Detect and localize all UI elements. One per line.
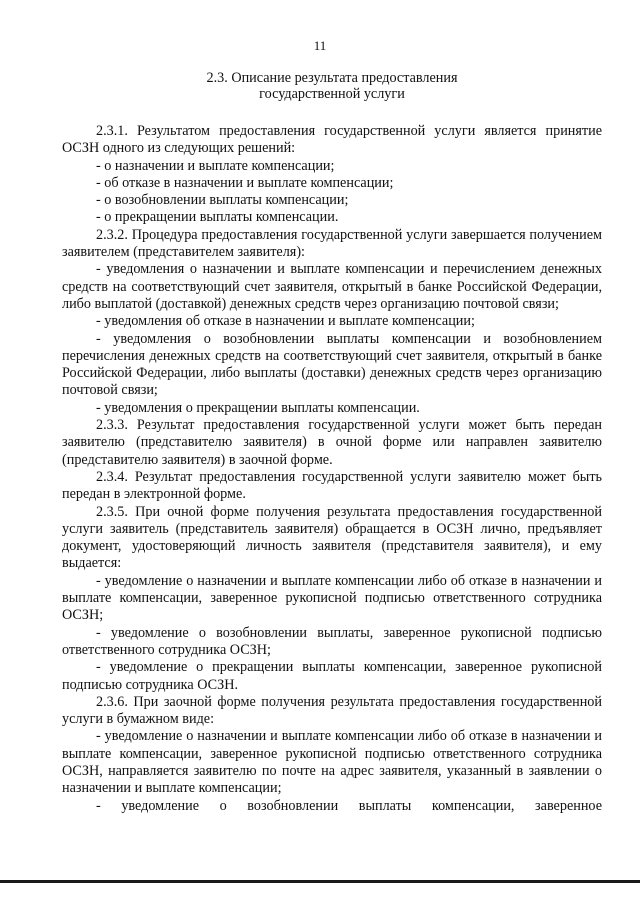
list-item: - уведомление о назначении и выплате компенсации либо об отказе в назначении и выплате компенсации, заверенное рукописной подписью ответственного сотрудника ОСЗН, направляется заявителю по почте на адрес заявителя, указанный в заявлении о назначении и выплате компенсации; [62, 728, 602, 797]
paragraph: 2.3.4. Результат предоставления государственной услуги заявителю может быть передан в электронной форме. [62, 468, 602, 503]
paragraph: 2.3.5. При очной форме получения результата предоставления государственной услуги заявитель (представитель заявителя) обращается в ОСЗН лично, предъявляет документ, удостоверяющий личность заявителя (представителя заявителя), и ему выдается: [62, 503, 602, 572]
list-item: - о назначении и выплате компенсации; [96, 157, 335, 174]
page-number: 11 [313, 38, 327, 53]
list-item: - уведомление о назначении и выплате компенсации либо об отказе в назначении и выплате компенсации, заверенное рукописной подписью ответственного сотрудника ОСЗН; [62, 572, 602, 624]
list-item: - об отказе в назначении и выплате компенсации; [96, 174, 394, 191]
paragraph: 2.3.2. Процедура предоставления государственной услуги завершается получением заявителем (представителем заявителя): [62, 226, 602, 261]
section-heading-line-2: государственной услуги [259, 86, 405, 102]
list-item: - о возобновлении выплаты компенсации; [96, 192, 349, 209]
list-item: - уведомления об отказе в назначении и выплате компенсации; [96, 313, 475, 330]
paragraph: 2.3.3. Результат предоставления государственной услуги может быть передан заявителю (представителю заявителя) в очной форме или направлен заявителю (представителю заявителя) в заочной форме. [62, 417, 602, 468]
scan-edge-line [0, 880, 640, 883]
list-item: - уведомление о прекращении выплаты компенсации, заверенное рукописной подписью сотрудника ОСЗН. [62, 659, 602, 693]
list-item: - уведомления о возобновлении выплаты компенсации и возобновлением перечисления денежных средств на соответствующий счет заявителя, открытый в банке Российской Федерации, либо выплаты (доставки) денежных средств через организацию почтовой связи; [62, 330, 602, 399]
paragraph: 2.3.1. Результатом предоставления государственной услуги является принятие ОСЗН одного из следующих решений: [62, 123, 602, 157]
section-heading-line-1: 2.3. Описание результата предоставления [206, 70, 458, 86]
list-item: - уведомление о возобновлении выплаты, заверенное рукописной подписью ответственного сотрудника ОСЗН; [62, 624, 602, 658]
list-item: - уведомления о назначении и выплате компенсации и перечислением денежных средств на соответствующий счет заявителя, открытый в банке Российской Федерации, либо выплатой (доставкой) денежных средств через организацию почтовой связи; [62, 261, 602, 312]
list-item: - о прекращении выплаты компенсации. [96, 209, 339, 226]
document-body [62, 123, 602, 815]
list-item: - уведомления о прекращении выплаты компенсации. [96, 399, 420, 416]
paragraph: 2.3.6. При заочной форме получения результата предоставления государственной услуги в бумажном виде: [62, 693, 602, 728]
section-heading [62, 70, 602, 102]
list-item: - уведомление о возобновлении выплаты компенсации, заверенное [96, 797, 602, 814]
